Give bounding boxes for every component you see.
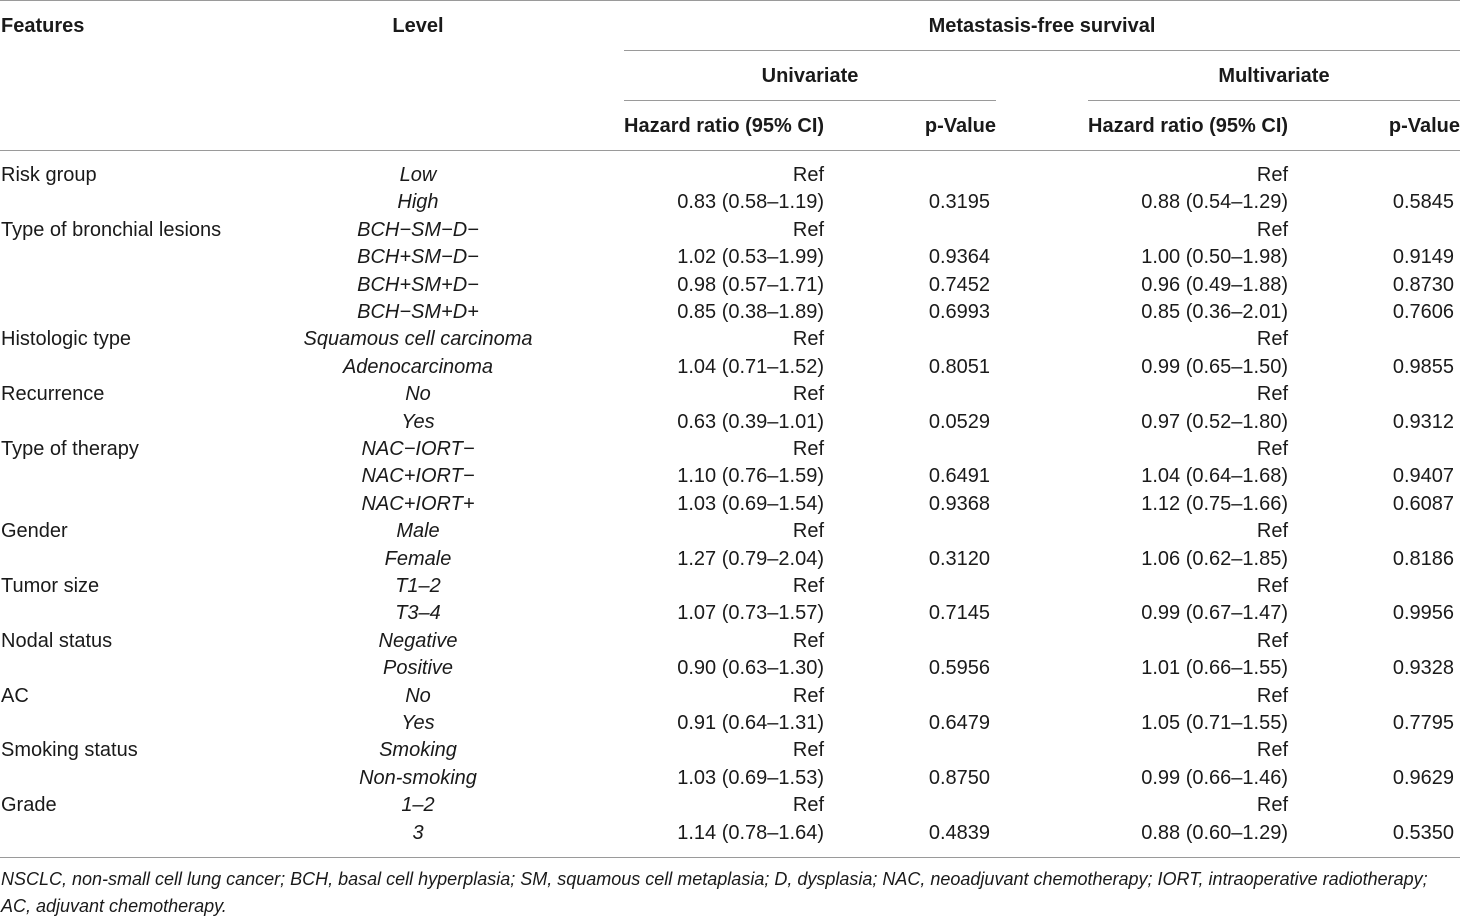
multivariate-hr-cell: 1.12 (0.75–1.66) xyxy=(1141,492,1288,515)
table-footnote: NSCLC, non-small cell lung cancer; BCH, basal cell hyperplasia; SM, squamous cell metaplasia; D, dysplasia; NAC, neoadjuvant chemotherapy; IORT, intraoperative radiotherapy; AC, adjuvant chemotherapy. xyxy=(1,869,1428,916)
feature-cell: Smoking status xyxy=(1,739,138,762)
multivariate-p-cell: 0.9855 xyxy=(1392,355,1454,378)
level-cell: Smoking xyxy=(379,739,457,762)
table-row xyxy=(0,272,1460,299)
multivariate-hr-cell: 0.99 (0.65–1.50) xyxy=(1141,355,1288,378)
table-row xyxy=(0,683,1460,710)
univariate-hr-cell: Ref xyxy=(792,383,824,406)
table-row xyxy=(0,491,1460,518)
multivariate-p-cell: 0.9407 xyxy=(1392,465,1454,488)
table-row xyxy=(0,792,1460,819)
univariate-hr-cell: 1.10 (0.76–1.59) xyxy=(677,465,824,488)
multivariate-hr-cell: Ref xyxy=(1256,438,1288,460)
multivariate-p-cell: 0.8730 xyxy=(1392,273,1454,296)
level-cell: High xyxy=(397,191,439,214)
level-cell: BCH+SM−D− xyxy=(357,246,479,269)
multivariate-p-cell: 0.9149 xyxy=(1392,246,1454,269)
feature-cell: Type of therapy xyxy=(1,438,139,460)
header-metastasis-free-survival: Metastasis-free survival xyxy=(928,15,1156,37)
level-cell: No xyxy=(405,684,431,707)
level-cell: 3 xyxy=(412,821,424,844)
table-row xyxy=(0,820,1460,847)
group-rule xyxy=(624,50,1460,51)
univariate-p-cell: 0.6479 xyxy=(928,712,990,734)
univariate-hr-cell: 0.90 (0.63–1.30) xyxy=(677,657,824,680)
univariate-hr-cell: 0.85 (0.38–1.89) xyxy=(677,301,824,323)
header-univariate-hr: Hazard ratio (95% CI) xyxy=(624,115,825,137)
multivariate-p-cell: 0.5350 xyxy=(1392,821,1454,844)
multivariate-hr-cell: Ref xyxy=(1256,794,1288,817)
table-row xyxy=(0,354,1460,381)
table-row xyxy=(0,655,1460,682)
table-bottom-rule xyxy=(0,857,1460,858)
multivariate-hr-cell: 0.88 (0.54–1.29) xyxy=(1141,191,1288,214)
table-row xyxy=(0,381,1460,408)
multivariate-p-cell: 0.9956 xyxy=(1392,602,1454,625)
multivariate-hr-cell: Ref xyxy=(1256,383,1288,406)
feature-cell: Grade xyxy=(1,794,57,817)
multivariate-hr-cell: 0.99 (0.67–1.47) xyxy=(1141,602,1288,625)
feature-cell: Type of bronchial lesions xyxy=(1,218,222,241)
header-univariate-p: p-Value xyxy=(924,115,996,137)
header-features: Features xyxy=(1,15,85,37)
multivariate-hr-cell: 0.96 (0.49–1.88) xyxy=(1141,273,1288,296)
univariate-p-cell: 0.3120 xyxy=(928,547,990,570)
univariate-hr-cell: 0.63 (0.39–1.01) xyxy=(677,410,824,433)
level-cell: Positive xyxy=(382,657,454,680)
level-cell: NAC+IORT− xyxy=(361,465,475,488)
univariate-p-cell: 0.7145 xyxy=(928,602,990,625)
table-row xyxy=(0,518,1460,545)
level-cell: BCH−SM−D− xyxy=(357,218,479,241)
level-cell: 1–2 xyxy=(401,794,435,817)
univariate-hr-cell: 1.27 (0.79–2.04) xyxy=(677,547,824,570)
level-cell: T1–2 xyxy=(395,575,441,597)
multivariate-p-cell: 0.9629 xyxy=(1392,766,1454,789)
table-row xyxy=(0,463,1460,490)
level-cell: Male xyxy=(396,520,440,543)
level-cell: NAC−IORT− xyxy=(361,438,475,460)
level-cell: BCH+SM+D− xyxy=(357,273,479,296)
univariate-hr-cell: 0.98 (0.57–1.71) xyxy=(677,273,824,296)
table-row xyxy=(0,628,1460,655)
multivariate-hr-cell: Ref xyxy=(1256,164,1288,186)
multivariate-hr-cell: Ref xyxy=(1256,629,1288,652)
level-cell: Female xyxy=(384,547,452,570)
feature-cell: AC xyxy=(1,684,29,707)
univariate-p-cell: 0.9368 xyxy=(928,492,990,515)
header-level: Level xyxy=(392,15,444,37)
univariate-rule xyxy=(624,100,996,101)
table-row xyxy=(0,409,1460,436)
multivariate-hr-cell: 1.05 (0.71–1.55) xyxy=(1141,712,1288,734)
univariate-p-cell: 0.6491 xyxy=(928,465,990,488)
multivariate-hr-cell: Ref xyxy=(1256,218,1288,241)
level-cell: Yes xyxy=(401,712,435,734)
multivariate-hr-cell: 1.00 (0.50–1.98) xyxy=(1141,246,1288,269)
feature-cell: Tumor size xyxy=(1,575,100,597)
univariate-hr-cell: Ref xyxy=(792,794,824,817)
multivariate-hr-cell: 0.97 (0.52–1.80) xyxy=(1141,410,1288,433)
feature-cell: Recurrence xyxy=(1,383,105,406)
univariate-hr-cell: Ref xyxy=(792,575,824,597)
multivariate-p-cell: 0.5845 xyxy=(1392,191,1454,214)
multivariate-rule xyxy=(1088,100,1460,101)
multivariate-hr-cell: 0.88 (0.60–1.29) xyxy=(1141,821,1288,844)
header-univariate: Univariate xyxy=(761,65,859,87)
univariate-hr-cell: 1.07 (0.73–1.57) xyxy=(677,602,824,625)
univariate-p-cell: 0.0529 xyxy=(928,410,990,433)
univariate-p-cell: 0.6993 xyxy=(928,301,990,323)
table-row xyxy=(0,600,1460,627)
table-row xyxy=(0,710,1460,737)
univariate-hr-cell: Ref xyxy=(792,438,824,460)
header-multivariate-p: p-Value xyxy=(1388,115,1460,137)
multivariate-hr-cell: 0.99 (0.66–1.46) xyxy=(1141,766,1288,789)
table-row xyxy=(0,244,1460,271)
level-cell: Negative xyxy=(378,629,458,652)
table-row xyxy=(0,765,1460,792)
multivariate-p-cell: 0.7795 xyxy=(1392,712,1454,734)
univariate-p-cell: 0.8051 xyxy=(928,355,990,378)
multivariate-hr-cell: Ref xyxy=(1256,328,1288,351)
table-row xyxy=(0,546,1460,573)
table-row xyxy=(0,326,1460,353)
table-row xyxy=(0,162,1460,189)
table-row xyxy=(0,737,1460,764)
level-cell: Yes xyxy=(401,410,435,433)
multivariate-hr-cell: 0.85 (0.36–2.01) xyxy=(1141,301,1288,323)
level-cell: No xyxy=(405,383,431,406)
univariate-hr-cell: 1.02 (0.53–1.99) xyxy=(677,246,824,269)
multivariate-hr-cell: Ref xyxy=(1256,684,1288,707)
multivariate-p-cell: 0.9328 xyxy=(1392,657,1454,680)
header-bottom-rule xyxy=(0,150,1460,151)
header-multivariate: Multivariate xyxy=(1218,65,1330,87)
univariate-hr-cell: 0.83 (0.58–1.19) xyxy=(677,191,824,214)
univariate-p-cell: 0.5956 xyxy=(928,657,990,680)
level-cell: NAC+IORT+ xyxy=(361,492,475,515)
level-cell: Squamous cell carcinoma xyxy=(303,328,533,351)
univariate-hr-cell: Ref xyxy=(792,520,824,543)
header-multivariate-hr: Hazard ratio (95% CI) xyxy=(1088,115,1289,137)
multivariate-hr-cell: Ref xyxy=(1256,520,1288,543)
univariate-hr-cell: Ref xyxy=(792,328,824,351)
multivariate-hr-cell: 1.06 (0.62–1.85) xyxy=(1141,547,1288,570)
univariate-p-cell: 0.7452 xyxy=(928,273,990,296)
feature-cell: Nodal status xyxy=(1,629,113,652)
feature-cell: Histologic type xyxy=(1,328,132,351)
univariate-hr-cell: Ref xyxy=(792,629,824,652)
level-cell: Adenocarcinoma xyxy=(342,355,494,378)
table-row xyxy=(0,189,1460,216)
multivariate-p-cell: 0.7606 xyxy=(1392,301,1454,323)
table-row xyxy=(0,573,1460,600)
multivariate-p-cell: 0.9312 xyxy=(1392,410,1454,433)
univariate-hr-cell: 1.04 (0.71–1.52) xyxy=(677,355,824,378)
table-row xyxy=(0,436,1460,463)
multivariate-hr-cell: Ref xyxy=(1256,739,1288,762)
level-cell: Low xyxy=(399,164,437,186)
univariate-p-cell: 0.4839 xyxy=(928,821,990,844)
univariate-p-cell: 0.3195 xyxy=(928,191,990,214)
univariate-hr-cell: 1.03 (0.69–1.54) xyxy=(677,492,824,515)
multivariate-p-cell: 0.6087 xyxy=(1392,492,1454,515)
level-cell: T3–4 xyxy=(395,602,441,625)
univariate-hr-cell: Ref xyxy=(792,218,824,241)
univariate-p-cell: 0.8750 xyxy=(928,766,990,789)
level-cell: Non-smoking xyxy=(359,766,477,789)
univariate-p-cell: 0.9364 xyxy=(928,246,990,269)
table-row xyxy=(0,217,1460,244)
univariate-hr-cell: Ref xyxy=(792,739,824,762)
univariate-hr-cell: 1.03 (0.69–1.53) xyxy=(677,766,824,789)
table-row xyxy=(0,299,1460,326)
univariate-hr-cell: 0.91 (0.64–1.31) xyxy=(677,712,824,734)
univariate-hr-cell: 1.14 (0.78–1.64) xyxy=(677,821,824,844)
feature-cell: Gender xyxy=(1,520,68,543)
multivariate-hr-cell: Ref xyxy=(1256,575,1288,597)
multivariate-p-cell: 0.8186 xyxy=(1392,547,1454,570)
univariate-hr-cell: Ref xyxy=(792,684,824,707)
univariate-hr-cell: Ref xyxy=(792,164,824,186)
multivariate-hr-cell: 1.01 (0.66–1.55) xyxy=(1141,657,1288,680)
top-rule xyxy=(0,0,1460,1)
multivariate-hr-cell: 1.04 (0.64–1.68) xyxy=(1141,465,1288,488)
level-cell: BCH−SM+D+ xyxy=(357,301,479,323)
feature-cell: Risk group xyxy=(1,164,97,186)
